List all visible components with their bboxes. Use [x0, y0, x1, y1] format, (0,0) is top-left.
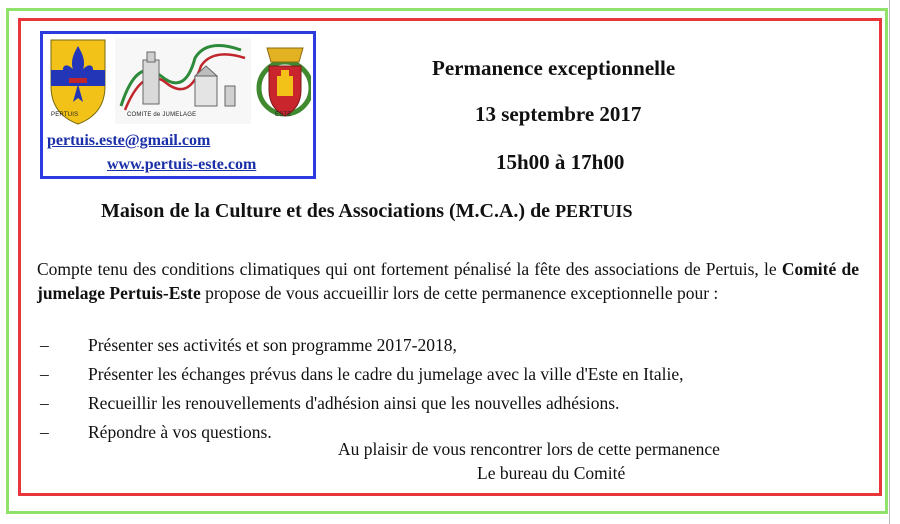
- bullet-dash: –: [40, 364, 49, 384]
- intro-text-1: Compte tenu des conditions climatiques qui ont fortement pénalisé la fête des associations de Pertuis, le: [37, 259, 782, 279]
- list-item-text: Recueillir les renouvellements d'adhésion ainsi que les nouvelles adhésions.: [88, 393, 620, 413]
- website-link[interactable]: www.pertuis-este.com: [107, 156, 257, 173]
- caption-este: ESTE: [275, 112, 292, 118]
- list-item-text: Présenter les échanges prévus dans le cadre du jumelage avec la ville d'Este en Italie,: [88, 364, 684, 384]
- bullet-dash: –: [40, 335, 49, 355]
- intro-text-2: propose de vous accueillir lors de cette permanence exceptionnelle pour :: [200, 283, 719, 303]
- closing-line: Au plaisir de vous rencontrer lors de cette permanence: [338, 439, 720, 459]
- venue-name: Maison de la Culture et des Associations (M.C.A.) de: [101, 200, 551, 222]
- email-link[interactable]: pertuis.este@gmail.com: [47, 132, 211, 149]
- list-item-text: Répondre à vos questions.: [88, 422, 272, 442]
- logo-banner: [40, 31, 316, 179]
- caption-comite: COMITE de JUMELAGE: [127, 112, 197, 118]
- list-item: [40, 389, 683, 418]
- activities-list: [40, 331, 683, 447]
- venue-town: PERTUIS: [555, 201, 633, 221]
- bullet-dash: –: [40, 393, 49, 413]
- page-edge: [889, 0, 890, 524]
- intro-paragraph: [37, 257, 859, 305]
- caption-pertuis: PERTUIS: [51, 112, 79, 118]
- venue-heading: [101, 200, 632, 223]
- event-time: 15h00 à 17h00: [496, 150, 625, 174]
- list-item-text: Présenter ses activités et son programme 2017-2018,: [88, 335, 457, 355]
- list-item: [40, 331, 683, 360]
- este-coat-of-arms-icon: [259, 48, 311, 116]
- event-date: 13 septembre 2017: [475, 102, 642, 126]
- signature: Le bureau du Comité: [477, 463, 626, 483]
- list-item: [40, 360, 683, 389]
- committee-name: Comité de jumelage Pertuis-Este: [37, 259, 859, 303]
- bullet-dash: –: [40, 422, 49, 442]
- event-title: Permanence exceptionnelle: [432, 56, 676, 80]
